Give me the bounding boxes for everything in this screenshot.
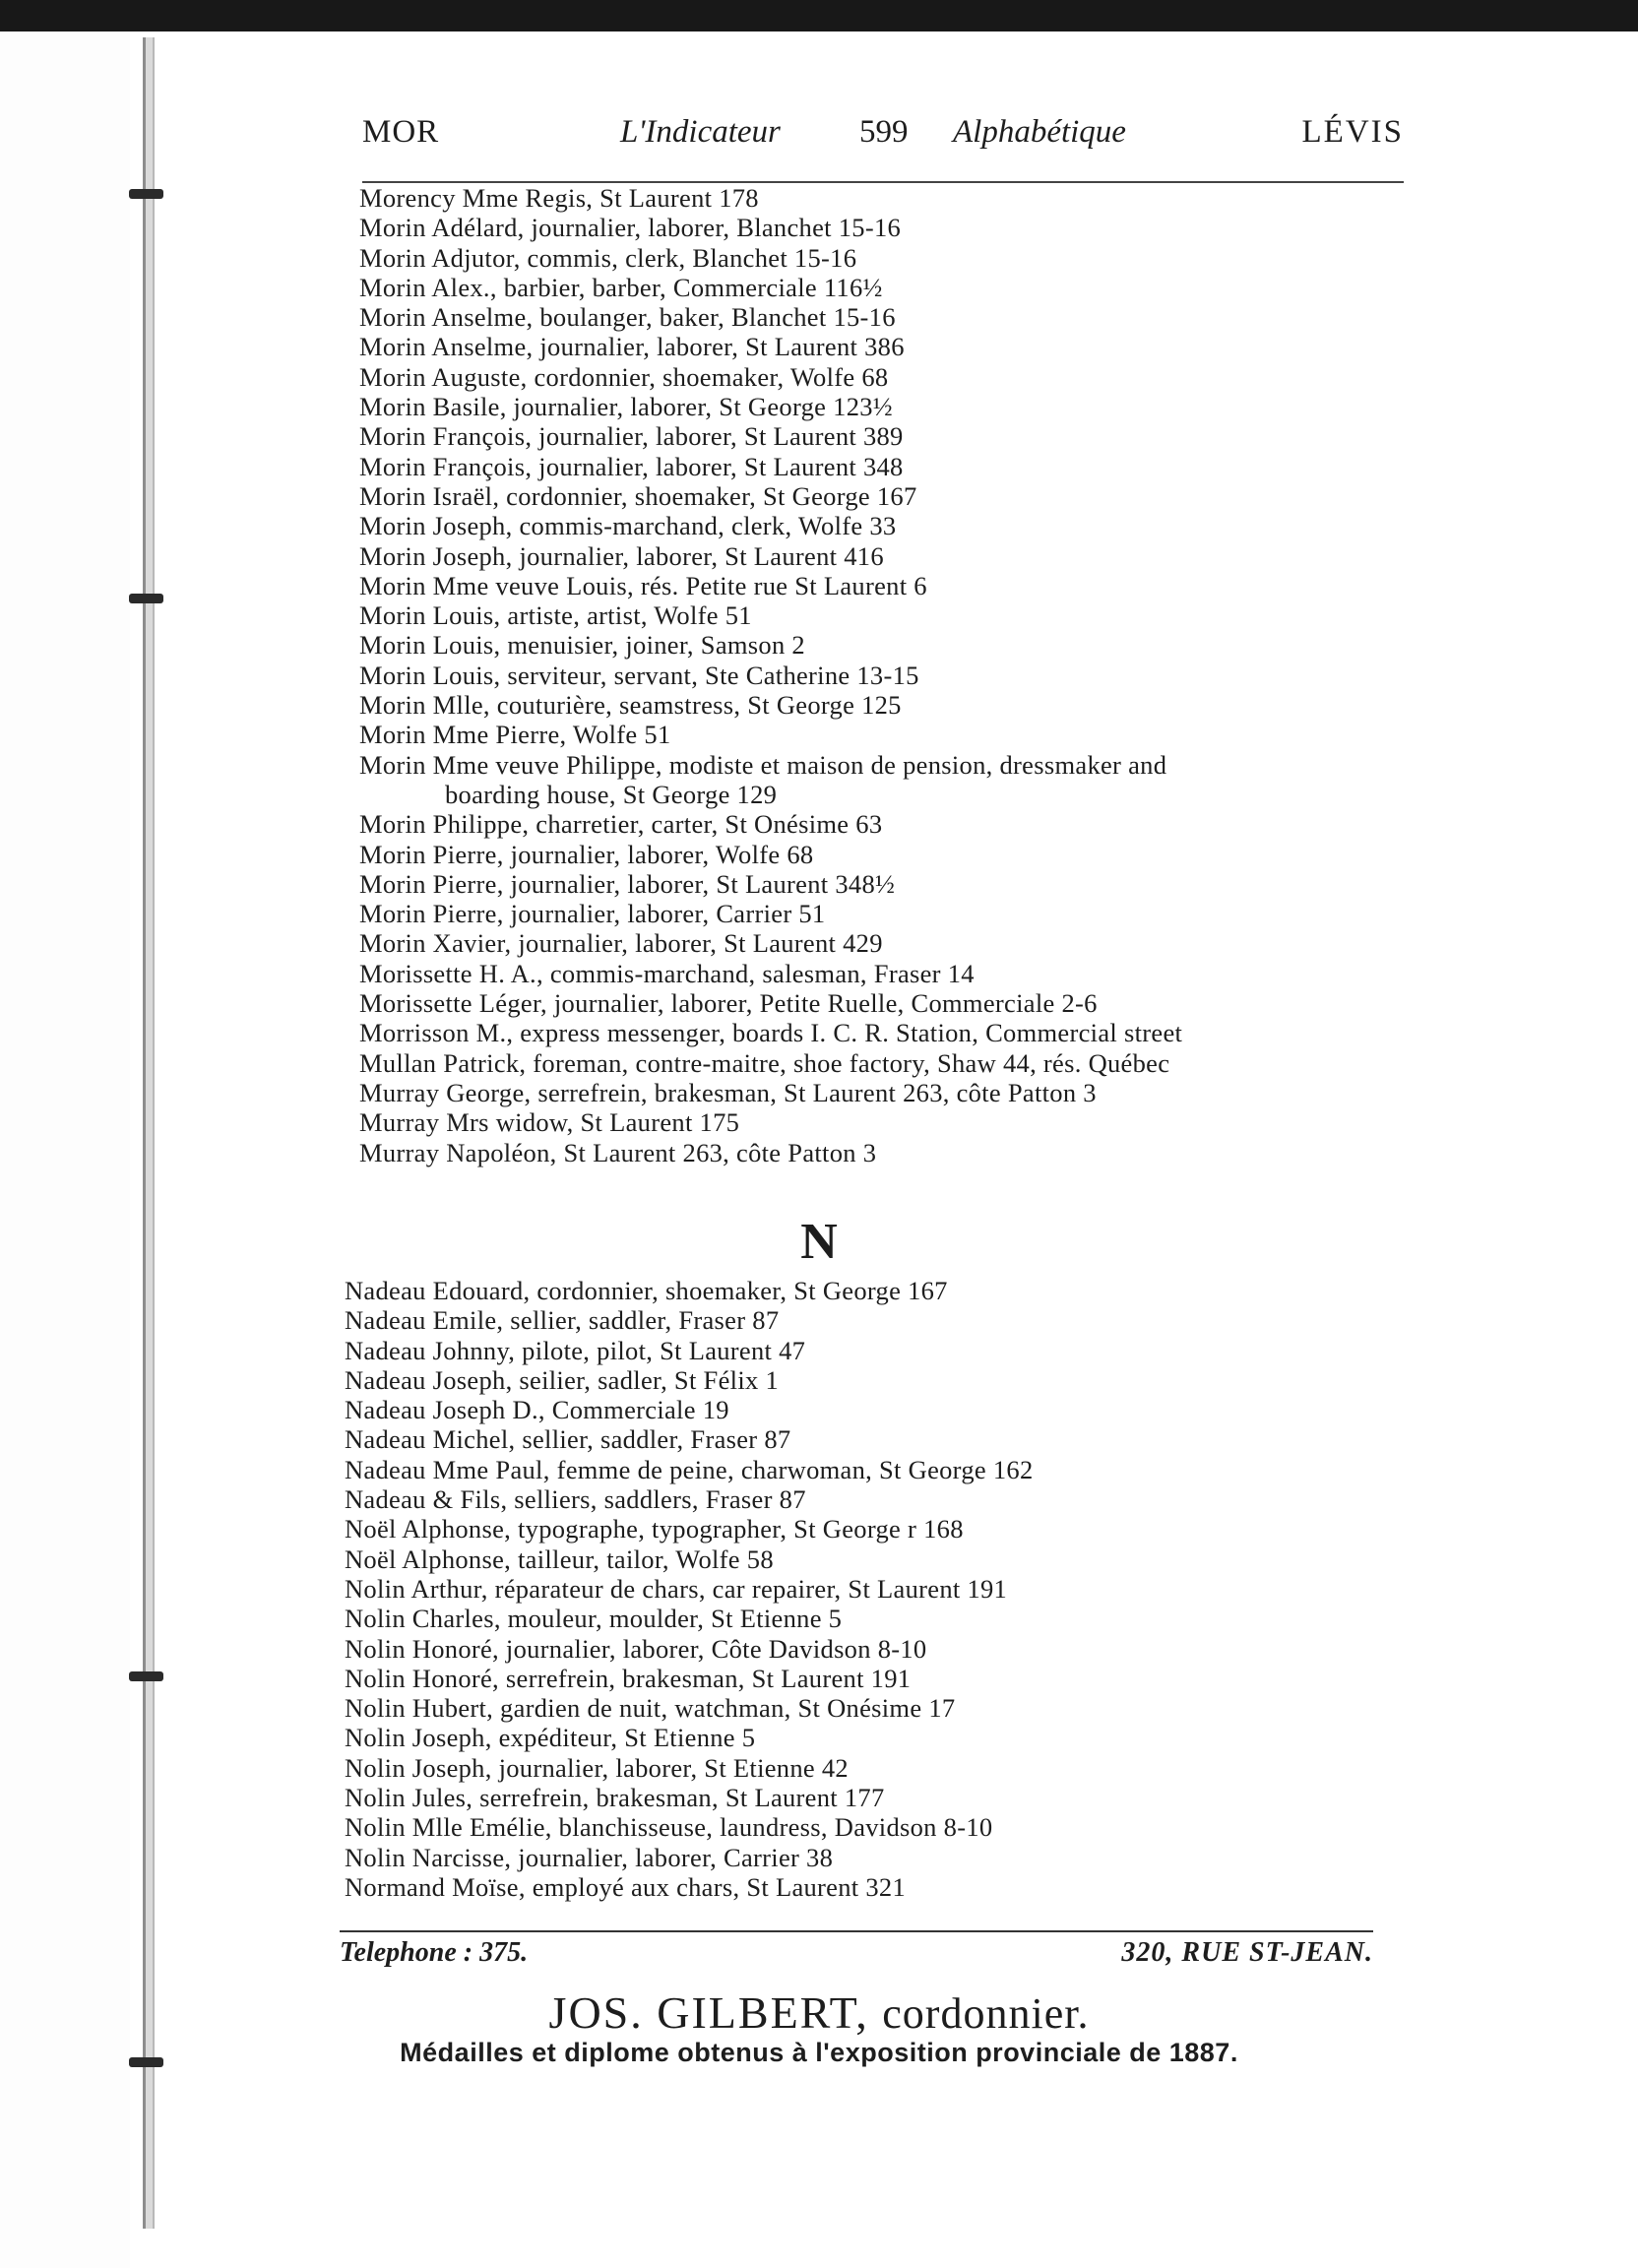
directory-entry: Morin Mme veuve Louis, rés. Petite rue St Laurent 6 (359, 570, 927, 600)
advertisement-trade: cordonnier. (882, 1989, 1090, 2038)
header-title-part2: Alphabétique (953, 114, 1126, 150)
directory-entry: Murray Napoléon, St Laurent 263, côte Patton 3 (359, 1137, 877, 1167)
advertisement-contact (340, 1937, 1373, 1973)
advertisement-name-line (0, 1986, 1638, 2039)
binding-stitch (129, 1671, 163, 1681)
header-range-left: MOR (362, 114, 440, 150)
directory-entry: Morissette H. A., commis-marchand, salesman, Fraser 14 (359, 958, 975, 988)
directory-entry: Nadeau Joseph, seilier, sadler, St Félix 1 (345, 1364, 780, 1395)
directory-entry: Morrisson M., express messenger, boards I. C. R. Station, Commercial street (359, 1018, 1183, 1048)
header-title-part1: L'Indicateur (620, 114, 781, 150)
directory-entry: Morin Mme veuve Philippe, modiste et maison de pension, dressmaker and (359, 749, 1167, 780)
directory-entry: Nolin Arthur, réparateur de chars, car repairer, St Laurent 191 (345, 1573, 1008, 1604)
scan-top-border (0, 0, 1638, 32)
directory-entry: Nolin Joseph, journalier, laborer, St Etienne 42 (345, 1752, 849, 1783)
directory-entry: Mullan Patrick, foreman, contre-maitre, shoe factory, Shaw 44, rés. Québec (359, 1047, 1170, 1078)
directory-entry: Morin Auguste, cordonnier, shoemaker, Wolfe 68 (359, 361, 889, 392)
advertisement-business-name: JOS. GILBERT, (548, 1987, 869, 2038)
directory-entry: Morency Mme Regis, St Laurent 178 (359, 183, 759, 213)
advertisement-telephone: Telephone : 375. (340, 1937, 529, 1968)
directory-entry: Morin Xavier, journalier, laborer, St Laurent 429 (359, 928, 883, 959)
directory-entry: Morin Philippe, charretier, carter, St Onésime 63 (359, 809, 883, 840)
directory-entry: Morin Adjutor, commis, clerk, Blanchet 15-16 (359, 242, 857, 273)
binding-stitch (129, 594, 163, 603)
directory-entry: Nadeau Michel, sellier, saddler, Fraser 87 (345, 1424, 791, 1455)
directory-entry: Morissette Léger, journalier, laborer, Petite Ruelle, Commerciale 2-6 (359, 988, 1098, 1019)
directory-entry: Morin Adélard, journalier, laborer, Blanchet 15-16 (359, 213, 902, 243)
directory-entry: Nolin Charles, mouleur, moulder, St Etienne 5 (345, 1604, 843, 1634)
directory-entry: Nolin Honoré, serrefrein, brakesman, St Laurent 191 (345, 1663, 912, 1693)
directory-entry: Morin Pierre, journalier, laborer, St Laurent 348½ (359, 868, 896, 899)
directory-entry: Nadeau Mme Paul, femme de peine, charwoman, St George 162 (345, 1454, 1034, 1484)
section-letter: N (800, 1214, 838, 1270)
directory-entry: Nolin Honoré, journalier, laborer, Côte Davidson 8-10 (345, 1633, 927, 1664)
directory-entry: Nolin Jules, serrefrein, brakesman, St Laurent 177 (345, 1783, 885, 1813)
directory-entry: Noël Alphonse, tailleur, tailor, Wolfe 58 (345, 1544, 774, 1574)
advertisement-award: Médailles et diplome obtenus à l'exposition provinciale de 1887. (400, 2038, 1238, 2067)
directory-entry: Nolin Mlle Emélie, blanchisseuse, laundress, Davidson 8-10 (345, 1812, 993, 1843)
directory-entry: Morin Alex., barbier, barber, Commerciale 116½ (359, 272, 883, 302)
directory-entry: Nolin Joseph, expéditeur, St Etienne 5 (345, 1723, 756, 1753)
directory-entry: Nadeau & Fils, selliers, saddlers, Fraser 87 (345, 1484, 806, 1515)
directory-entry: Morin Louis, artiste, artist, Wolfe 51 (359, 600, 752, 631)
page-left-margin (0, 32, 130, 2268)
book-binding (143, 37, 155, 2229)
directory-entry: Nadeau Emile, sellier, saddler, Fraser 87 (345, 1305, 780, 1336)
directory-entry: Noël Alphonse, typographe, typographer, St George r 168 (345, 1514, 964, 1544)
directory-entry: Morin Basile, journalier, laborer, St George 123½ (359, 392, 893, 422)
directory-entry: Morin François, journalier, laborer, St Laurent 348 (359, 451, 904, 481)
advertisement-address: 320, RUE ST-JEAN. (1121, 1937, 1373, 1968)
header-town: LÉVIS (1301, 114, 1404, 150)
directory-entry: Nolin Narcisse, journalier, laborer, Carrier 38 (345, 1842, 834, 1872)
directory-entry: Morin Pierre, journalier, laborer, Carrier 51 (359, 899, 826, 929)
directory-entry: Murray Mrs widow, St Laurent 175 (359, 1107, 740, 1138)
directory-entry: Morin Louis, menuisier, joiner, Samson 2 (359, 630, 805, 661)
directory-entry: Nadeau Edouard, cordonnier, shoemaker, St George 167 (345, 1276, 948, 1305)
directory-entry: Nadeau Johnny, pilote, pilot, St Laurent 47 (345, 1335, 806, 1365)
directory-entry: boarding house, St George 129 (445, 779, 778, 809)
binding-stitch (129, 189, 163, 199)
directory-entry: Morin Anselme, journalier, laborer, St Laurent 386 (359, 332, 905, 362)
directory-entry: Murray George, serrefrein, brakesman, St Laurent 263, côte Patton 3 (359, 1077, 1097, 1107)
directory-entry: Morin Anselme, boulanger, baker, Blanchet 15-16 (359, 302, 896, 333)
directory-list-n (345, 1276, 1408, 1902)
directory-list-m (359, 183, 1422, 1167)
directory-entry: Nolin Hubert, gardien de nuit, watchman, St Onésime 17 (345, 1693, 956, 1724)
directory-entry: Morin Joseph, commis-marchand, clerk, Wolfe 33 (359, 511, 897, 541)
advertisement-rule (340, 1930, 1373, 1932)
directory-entry: Nadeau Joseph D., Commerciale 19 (345, 1395, 729, 1425)
directory-entry: Morin Louis, serviteur, servant, Ste Catherine 13-15 (359, 660, 919, 690)
directory-entry: Morin Mme Pierre, Wolfe 51 (359, 720, 671, 750)
directory-entry: Morin Israël, cordonnier, shoemaker, St George 167 (359, 480, 917, 511)
page-header (362, 114, 1404, 163)
directory-entry: Morin François, journalier, laborer, St Laurent 389 (359, 421, 904, 452)
page-number: 599 (859, 114, 909, 150)
directory-entry: Morin Pierre, journalier, laborer, Wolfe 68 (359, 839, 814, 869)
directory-entry: Morin Mlle, couturière, seamstress, St George 125 (359, 690, 902, 721)
directory-entry: Morin Joseph, journalier, laborer, St Laurent 416 (359, 540, 884, 571)
directory-entry: Normand Moïse, employé aux chars, St Laurent 321 (345, 1871, 907, 1902)
